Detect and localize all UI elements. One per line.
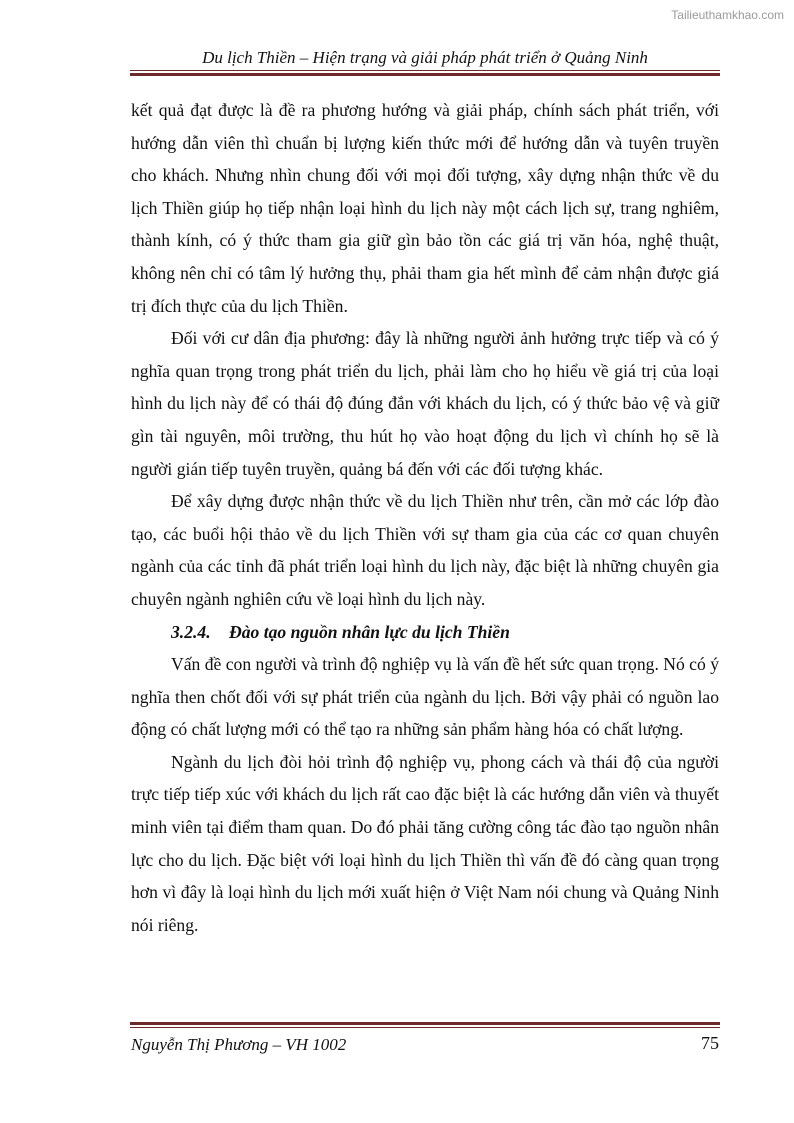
watermark: Tailieuthamkhao.com bbox=[671, 8, 784, 22]
paragraph: Đối với cư dân địa phương: đây là những người ảnh hưởng trực tiếp và có ý nghĩa quan trọng trong phát triển du lịch, phải làm cho họ hiểu về giá trị của loại hình du lịch này để có thái độ đúng đắn với khách du lịch, có ý thức bảo vệ và giữ gìn tài nguyên, môi trường, thu hút họ vào hoạt động du lịch vì chính họ sẽ là người gián tiếp tuyên truyền, quảng bá đến với các đối tượng khác. bbox=[131, 328, 719, 479]
paragraph: kết quả đạt được là đề ra phương hướng và giải pháp, chính sách phát triển, với hướng dẫn viên thì chuẩn bị lượng kiến thức mới để hướng dẫn và tuyên truyền cho khách. Nhưng nhìn chung đối với mọi đối tượng, xây dựng nhận thức về du lịch Thiền giúp họ tiếp nhận loại hình du lịch này một cách lịch sự, trang nghiêm, thành kính, có ý thức tham gia giữ gìn bảo tồn các giá trị văn hóa, nghệ thuật, không nên chỉ có tâm lý hưởng thụ, phải tham gia hết mình để cảm nhận được giá trị đích thực của du lịch Thiền. bbox=[131, 100, 719, 316]
page-body bbox=[131, 94, 719, 941]
section-heading bbox=[171, 616, 719, 649]
section-number: 3.2.4. bbox=[171, 621, 211, 642]
header-rule bbox=[130, 70, 720, 76]
footer-rule bbox=[130, 1022, 720, 1028]
page-number: 75 bbox=[701, 1033, 719, 1053]
section-title: Đào tạo nguồn nhân lực du lịch Thiền bbox=[229, 621, 510, 642]
footer-author: Nguyễn Thị Phương – VH 1002 bbox=[131, 1035, 347, 1054]
paragraph: Ngành du lịch đòi hỏi trình độ nghiệp vụ, phong cách và thái độ của người trực tiếp tiếp xúc với khách du lịch rất cao đặc biệt là các hướng dẫn viên và thuyết minh viên tại điểm tham quan. Do đó phải tăng cường công tác đào tạo nguồn nhân lực cho du lịch. Đặc biệt với loại hình du lịch Thiền thì vấn đề đó càng quan trọng hơn vì đây là loại hình du lịch mới xuất hiện ở Việt Nam nói chung và Quảng Ninh nói riêng. bbox=[131, 751, 719, 935]
paragraph: Vấn đề con người và trình độ nghiệp vụ là vấn đề hết sức quan trọng. Nó có ý nghĩa then chốt đối với sự phát triển của ngành du lịch. Bởi vậy phải có nguồn lao động có chất lượng mới có thể tạo ra những sản phẩm hàng hóa có chất lượng. bbox=[131, 654, 719, 740]
running-header: Du lịch Thiền – Hiện trạng và giải pháp phát triển ở Quảng Ninh bbox=[202, 48, 648, 67]
paragraph: Để xây dựng được nhận thức về du lịch Thiền như trên, cần mở các lớp đào tạo, các buổi hội thảo về du lịch Thiền với sự tham gia của các cơ quan chuyên ngành của các tỉnh đã phát triển loại hình du lịch này, đặc biệt là những chuyên gia chuyên ngành nghiên cứu về loại hình du lịch này. bbox=[131, 491, 719, 609]
